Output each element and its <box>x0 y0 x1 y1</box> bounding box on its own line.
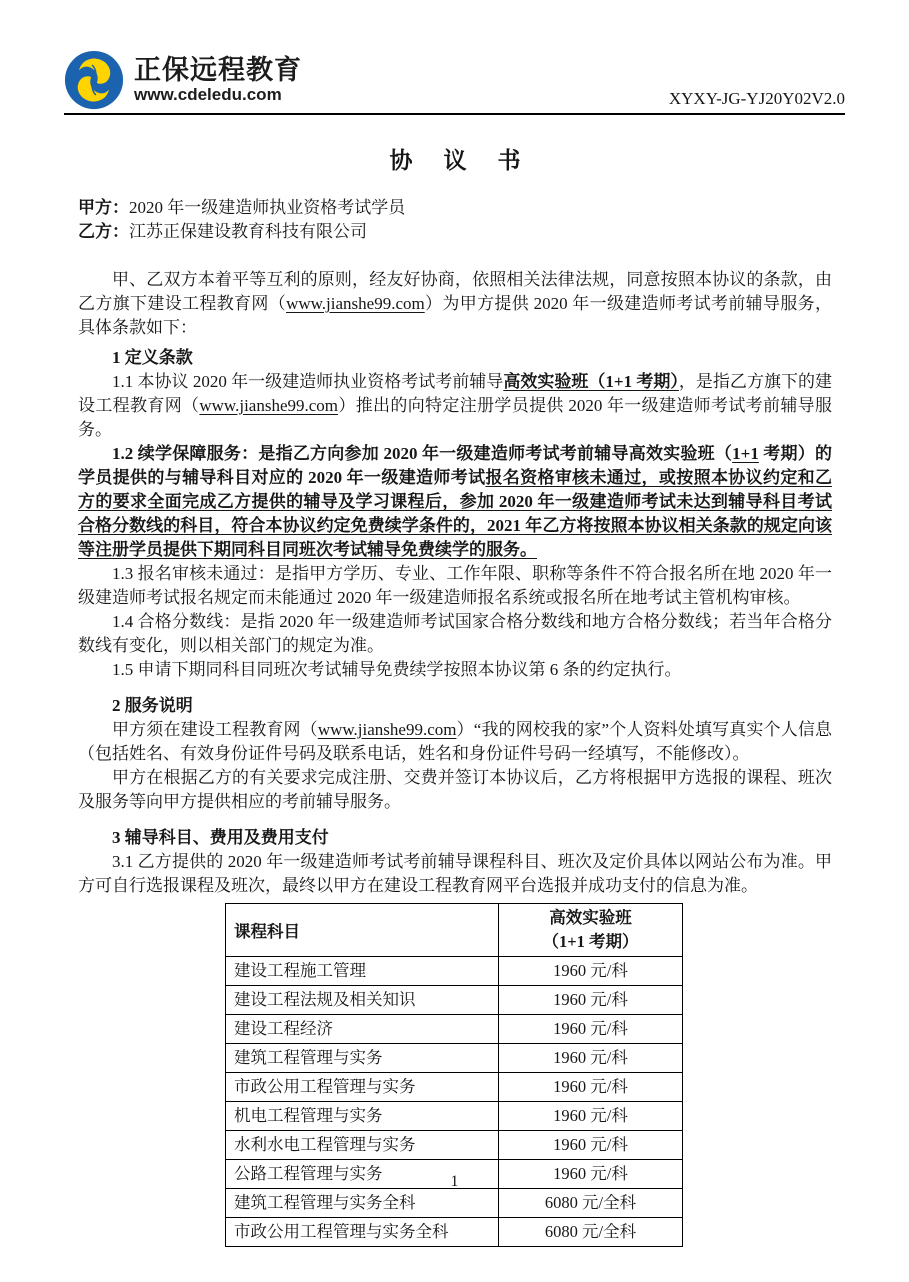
course-price-table <box>225 903 683 1247</box>
table-row <box>226 1218 683 1247</box>
intro-paragraph <box>78 268 832 340</box>
price-cell: 1960 元/科 <box>499 1015 683 1044</box>
text-segment: 甲方： <box>78 198 129 217</box>
text-segment: 1.2 续学保障服务：是指乙方向参加 2020 年一级建造师考试考前辅导高效实验班（ <box>112 444 733 463</box>
clause-1-5 <box>78 658 832 682</box>
text-segment: ）“我的网校我的家”个人资料处填写真实个人信息（包括姓名、有效身份证件号码及联系电话，姓名和身份证件号码一经填写，不能修改）。 <box>78 720 833 763</box>
party-b-line <box>78 220 832 244</box>
text-segment: 3.1 乙方提供的 2020 年一级建造师考试考前辅导课程科目、班次及定价具体以网站公布为准。甲方可自行选报课程及班次，最终以甲方在建设工程教育网平台选报并成功支付的信息为准。 <box>78 852 832 895</box>
brand-logo <box>64 50 302 110</box>
text-segment: 高效实验班（1+1 考期） <box>503 372 679 391</box>
course-name-cell: 建设工程经济 <box>226 1015 499 1044</box>
text-segment: 1.3 报名审核未通过：是指甲方学历、专业、工作年限、职称等条件不符合报名所在地 2020 年一级建造师考试报名规定而未能通过 2020 年一级建造师报名系统或报名所在地考试主管机构审核。 <box>78 564 832 607</box>
document-code: XYXY-JG-YJ20Y02V2.0 <box>668 89 845 108</box>
price-cell: 6080 元/全科 <box>499 1189 683 1218</box>
text-segment: 报名资格审核未通过，或按照本协议约定和乙方的要求全面完成乙方提供的辅导及学习课程后，参加 2020 年一级建造师考试未达到辅导科目考试合格分数线的科目，符合本协议约定免费续学条件的，2021 年乙方将按照本协议相关条款的规定向该等注册学员提供下期同科目同班次考试辅导免费续学的服务。 <box>78 468 833 559</box>
table-row <box>226 1073 683 1102</box>
clause-1-2 <box>78 442 832 562</box>
table-row <box>226 1131 683 1160</box>
text-segment: www.jianshe99.com <box>286 294 425 313</box>
price-cell: 1960 元/科 <box>499 957 683 986</box>
table-row <box>226 957 683 986</box>
course-name-cell: 市政公用工程管理与实务全科 <box>226 1218 499 1247</box>
brand-name: 正保远程教育 <box>134 55 302 85</box>
course-name-cell: 建设工程法规及相关知识 <box>226 986 499 1015</box>
course-column-header: 课程科目 <box>226 904 499 957</box>
table-header-row <box>226 904 683 957</box>
clause-2-2 <box>78 766 832 814</box>
clause-3-1 <box>78 850 832 898</box>
text-segment: 甲方在根据乙方的有关要求完成注册、交费并签订本协议后，乙方将根据甲方选报的课程、班次及服务等向甲方提供相应的考前辅导服务。 <box>78 768 832 811</box>
price-column-header <box>499 904 683 957</box>
text-segment: 1.1 本协议 2020 年一级建造师执业资格考试考前辅导 <box>112 372 504 391</box>
table-row <box>226 986 683 1015</box>
text-segment: 甲方须在建设工程教育网（ <box>112 720 318 739</box>
clause-2-1 <box>78 718 832 766</box>
table-row <box>226 1044 683 1073</box>
text-segment: ）为甲方提供 2020 年一级建造师考试考前辅导服务，具体条款如下： <box>78 294 833 337</box>
course-name-cell: 建设工程施工管理 <box>226 957 499 986</box>
text-segment: 2020 年一级建造师执业资格考试学员 <box>129 198 406 217</box>
clause-1-4 <box>78 610 832 658</box>
course-name-cell: 公路工程管理与实务 <box>226 1160 499 1189</box>
text-segment: 1.5 申请下期同科目同班次考试辅导免费续学按照本协议第 6 条的约定执行。 <box>112 660 682 679</box>
text-segment: www.jianshe99.com <box>199 396 339 415</box>
text-segment: www.jianshe99.com <box>317 720 457 739</box>
page-number: 1 <box>450 1173 459 1190</box>
price-cell: 1960 元/科 <box>499 986 683 1015</box>
text-segment: 1+1 <box>732 444 759 463</box>
clause-1-1 <box>78 370 832 442</box>
price-cell: 6080 元/全科 <box>499 1218 683 1247</box>
course-name-cell: 建筑工程管理与实务全科 <box>226 1189 499 1218</box>
text-segment: 考期）的学员提供的与辅导科目对应的 2020 年一级建造师考试 <box>78 444 833 487</box>
section-1-heading: 1 定义条款 <box>112 348 193 367</box>
course-name-cell: 市政公用工程管理与实务 <box>226 1073 499 1102</box>
section-2-heading: 2 服务说明 <box>112 696 193 715</box>
price-cell: 1960 元/科 <box>499 1073 683 1102</box>
clause-1-3 <box>78 562 832 610</box>
document-title: 协 议 书 <box>389 148 534 173</box>
price-header-line1: 高效实验班 <box>549 908 632 927</box>
text-segment: 甲、乙双方本着平等互利的原则，经友好协商，依照相关法律法规，同意按照本协议的条款，由乙方旗下建设工程教育网（ <box>78 270 832 313</box>
table-row <box>226 1015 683 1044</box>
text-segment: ，是指乙方旗下的建设工程教育网（ <box>78 372 833 415</box>
course-name-cell: 机电工程管理与实务 <box>226 1102 499 1131</box>
price-cell: 1960 元/科 <box>499 1131 683 1160</box>
brand-logo-icon <box>64 50 124 110</box>
text-segment: ）推出的向特定注册学员提供 2020 年一级建造师考试考前辅导服务。 <box>78 396 833 439</box>
brand-text <box>134 55 302 105</box>
text-segment: 1.4 合格分数线：是指 2020 年一级建造师考试国家合格分数线和地方合格分数线；若当年合格分数线有变化，则以相关部门的规定为准。 <box>78 612 832 655</box>
document-body <box>78 128 832 1247</box>
party-a-line <box>78 196 832 220</box>
table-row <box>226 1189 683 1218</box>
text-segment: 乙方： <box>78 222 129 241</box>
price-cell: 1960 元/科 <box>499 1102 683 1131</box>
course-name-cell: 水利水电工程管理与实务 <box>226 1131 499 1160</box>
page-header <box>64 50 845 115</box>
price-cell: 1960 元/科 <box>499 1160 683 1189</box>
table-row <box>226 1102 683 1131</box>
section-3-heading: 3 辅导科目、费用及费用支付 <box>112 828 329 847</box>
price-cell: 1960 元/科 <box>499 1044 683 1073</box>
brand-url: www.cdeledu.com <box>134 85 282 104</box>
text-segment: 江苏正保建设教育科技有限公司 <box>129 222 367 241</box>
price-header-line2: （1+1 考期） <box>542 932 639 951</box>
course-name-cell: 建筑工程管理与实务 <box>226 1044 499 1073</box>
